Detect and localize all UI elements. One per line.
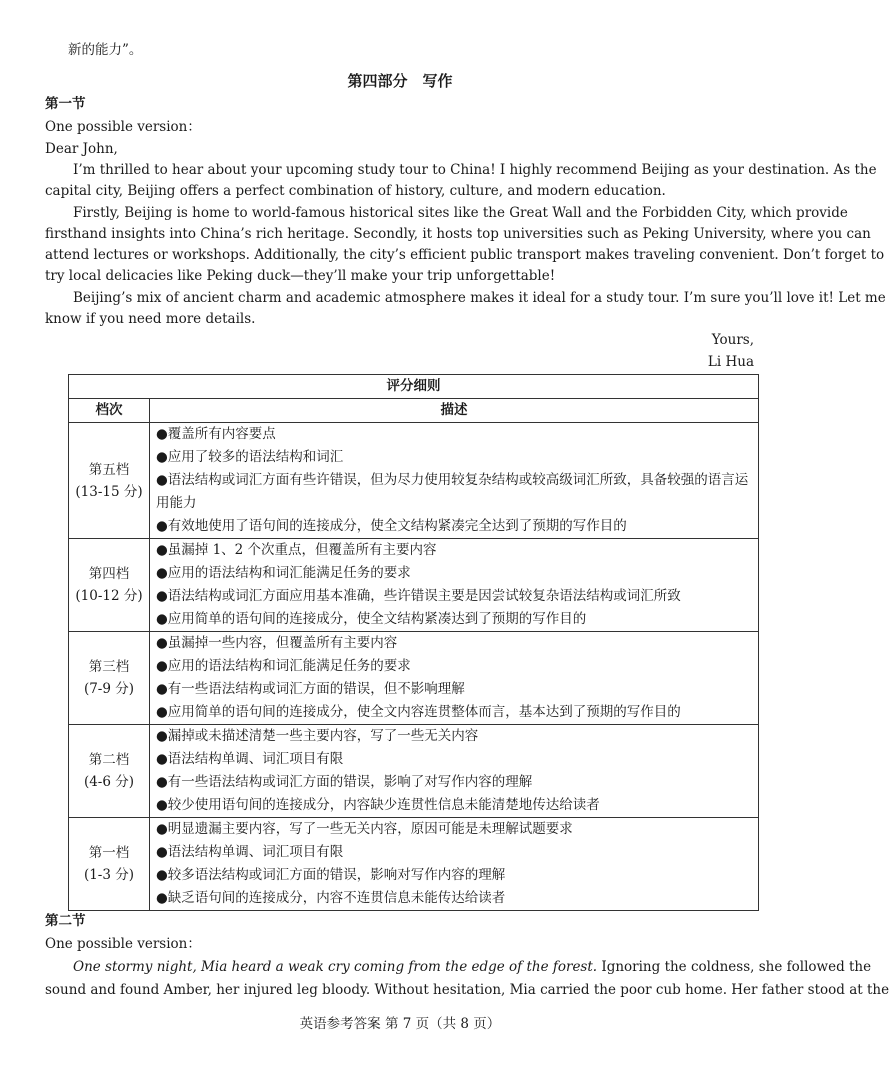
section-title: 第四部分 写作 — [347, 72, 453, 90]
letter-para3-line2: know if you need more details. — [45, 311, 256, 327]
criterion: ●明显遗漏主要内容，写了一些无关内容，原因可能是未理解试题要求 — [156, 821, 573, 837]
story-given-opening: One stormy night, Mia heard a weak cry coming from the edge of the forest. — [73, 959, 598, 975]
rubric-row-level2 — [69, 725, 759, 818]
letter-para2-line3: attend lectures or workshops. Additionally, the city’s efficient public transport makes traveling convenient. Don’t forget to — [45, 247, 885, 263]
story-line1 — [73, 957, 872, 977]
part2-heading: 第二节 — [45, 913, 86, 929]
rubric-row-level4 — [69, 539, 759, 632]
criterion: ●缺乏语句间的连接成分，内容不连贯信息未能传达给读者 — [156, 890, 506, 906]
letter-para2-line1: Firstly, Beijing is home to world-famous historical sites like the Great Wall and the Forbidden City, which provide — [73, 205, 848, 221]
rubric-title: 评分细则 — [69, 375, 759, 399]
level-name: 第五档 — [88, 461, 130, 478]
rubric-header-description: 描述 — [150, 399, 759, 423]
part2-label: One possible version： — [45, 936, 201, 952]
level-cell — [69, 539, 150, 632]
scoring-rubric-table — [68, 374, 759, 911]
letter-signature: Li Hua — [707, 354, 754, 370]
letter-greeting: Dear John, — [45, 141, 118, 157]
description-cell — [150, 632, 759, 725]
level-range: (7-9 分) — [83, 681, 135, 697]
level-name: 第四档 — [88, 566, 130, 582]
criterion: ●较少使用语句间的连接成分，内容缺少连贯性信息未能清楚地传达给读者 — [156, 797, 600, 813]
criterion: ●虽漏掉一些内容，但覆盖所有主要内容 — [156, 635, 398, 651]
criterion: ●应用的语法结构和词汇能满足任务的要求 — [156, 565, 411, 581]
criterion: ●较多语法结构或词汇方面的错误，影响对写作内容的理解 — [156, 867, 506, 883]
level-range: (1-3 分) — [83, 867, 135, 883]
rubric-header-level: 档次 — [69, 399, 150, 423]
criterion: ●漏掉或未描述清楚一些主要内容，写了一些无关内容 — [156, 728, 479, 744]
criterion: ●应用的语法结构和词汇能满足任务的要求 — [156, 658, 411, 674]
criterion: ●语法结构单调、词汇项目有限 — [156, 844, 344, 860]
criterion: ●应用简单的语句间的连接成分，使全文结构紧凑达到了预期的写作目的 — [156, 611, 587, 627]
level-name: 第一档 — [88, 845, 130, 861]
level-range: (10-12 分) — [75, 588, 143, 604]
criterion: ●虽漏掉 1、2 个次重点，但覆盖所有主要内容 — [156, 542, 437, 558]
level-range: (13-15 分) — [75, 483, 143, 500]
level-range: (4-6 分) — [83, 774, 135, 790]
rubric-row-level1 — [69, 818, 759, 911]
criterion: ●有效地使用了语句间的连接成分，使全文结构紧凑完全达到了预期的写作目的 — [156, 518, 627, 534]
rubric-row-level5 — [69, 423, 759, 539]
description-cell — [150, 423, 759, 539]
letter-closing: Yours, — [711, 332, 754, 348]
part1-heading: 第一节 — [45, 96, 86, 112]
criterion: ●应用了较多的语法结构和词汇 — [156, 449, 344, 465]
level-cell — [69, 423, 150, 539]
description-cell — [150, 818, 759, 911]
criterion: ●有一些语法结构或词汇方面的错误，影响了对写作内容的理解 — [156, 774, 533, 790]
criterion: ●应用简单的语句间的连接成分，使全文内容连贯整体而言，基本达到了预期的写作目的 — [156, 704, 681, 720]
rubric-row-level3 — [69, 632, 759, 725]
letter-para3-line1: Beijing’s mix of ancient charm and academic atmosphere makes it ideal for a study tour. I’m sure you’ll love it! Let me — [73, 290, 886, 306]
level-cell — [69, 818, 150, 911]
previous-fragment: 新的能力”。 — [68, 42, 143, 58]
criterion: ●语法结构或词汇方面有些许错误，但为尽力使用较复杂结构或较高级词汇所致，具备较强的语言运用能力 — [156, 472, 749, 511]
description-cell — [150, 539, 759, 632]
description-cell — [150, 725, 759, 818]
criterion: ●语法结构或词汇方面应用基本准确，些许错误主要是因尝试较复杂语法结构或词汇所致 — [156, 588, 681, 604]
story-line2: sound and found Amber, her injured leg bloody. Without hesitation, Mia carried the poor cub home. Her father stood at the — [45, 982, 889, 998]
criterion: ●有一些语法结构或词汇方面的错误，但不影响理解 — [156, 681, 465, 697]
letter-para2-line2: firsthand insights into China’s rich heritage. Secondly, it hosts top universities such as Peking University, where you can — [45, 226, 871, 242]
level-cell — [69, 632, 150, 725]
level-cell — [69, 725, 150, 818]
criterion: ●语法结构单调、词汇项目有限 — [156, 751, 344, 767]
letter-para1-line2: capital city, Beijing offers a perfect combination of history, culture, and modern education. — [45, 183, 666, 199]
letter-para1-line1: I’m thrilled to hear about your upcoming study tour to China! I highly recommend Beijing as your destination. As the — [73, 162, 877, 178]
criterion: ●覆盖所有内容要点 — [156, 426, 276, 442]
story-continuation: Ignoring the coldness, she followed the — [597, 959, 872, 975]
page-footer: 英语参考答案 第 7 页（共 8 页） — [299, 1016, 501, 1032]
letter-para2-line4: try local delicacies like Peking duck—they’ll make your trip unforgettable! — [45, 268, 556, 284]
part1-label: One possible version： — [45, 119, 201, 135]
level-name: 第二档 — [88, 752, 130, 768]
level-name: 第三档 — [88, 659, 130, 675]
